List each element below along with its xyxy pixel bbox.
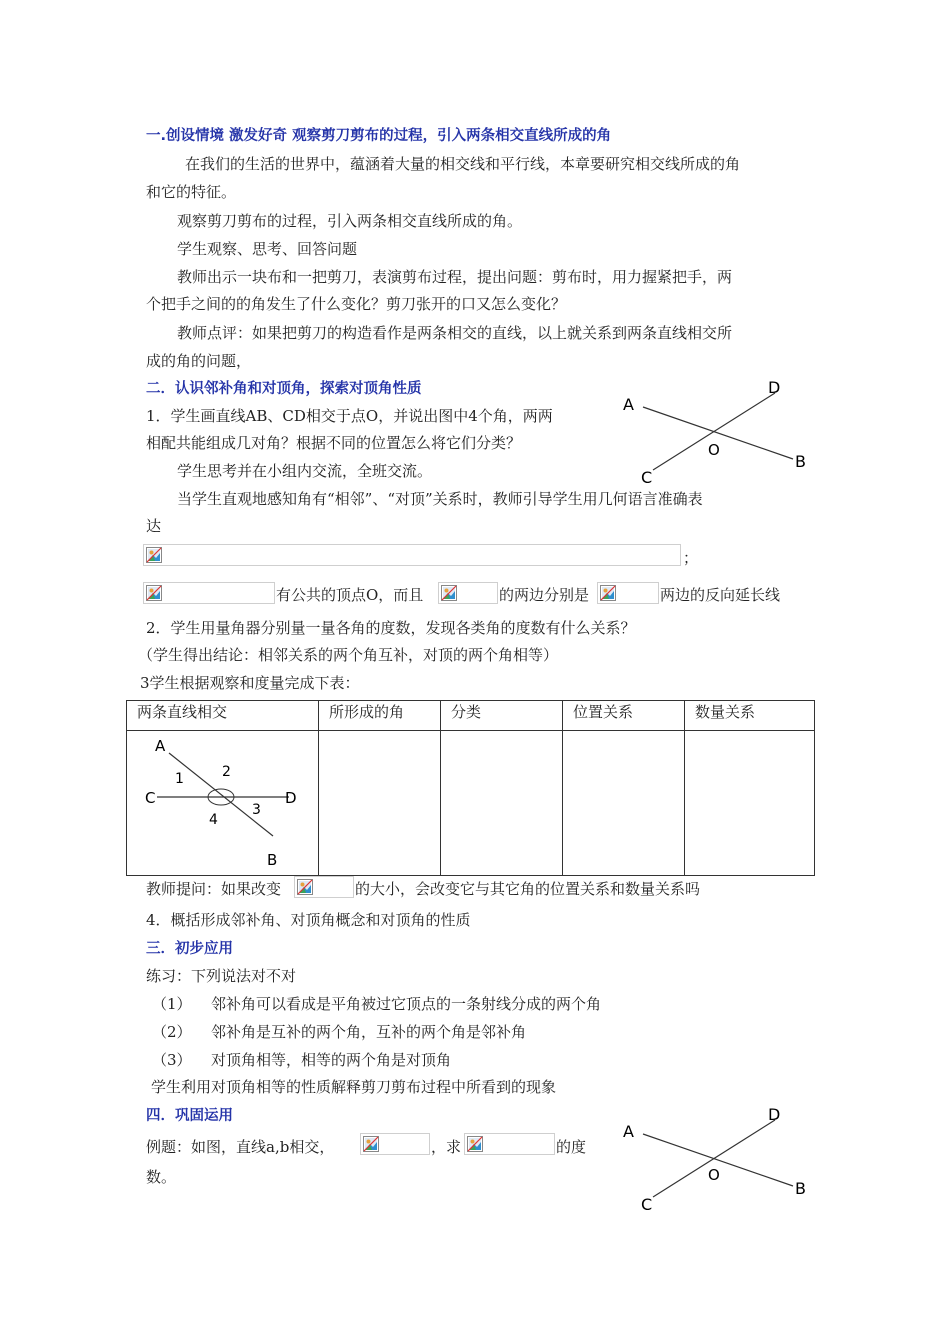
label-d: D [768, 1105, 781, 1124]
section-4-title: 四．巩固运用 [146, 1108, 233, 1124]
paragraph: 3学生根据观察和度量完成下表： [140, 674, 360, 692]
line-ab [169, 753, 273, 836]
label-d: D [285, 789, 297, 807]
table-header-cell: 数量关系 [685, 701, 815, 731]
intersecting-lines-figure-3 [615, 1102, 815, 1217]
label-c: C [145, 789, 156, 807]
semicolon: ； [683, 549, 699, 567]
paragraph: 观察剪刀剪布的过程，引入两条相交直线所成的角。 [177, 212, 523, 230]
angle-image-placeholder [597, 582, 659, 604]
table-figure-cell [127, 731, 319, 876]
intersecting-lines-figure-1 [615, 375, 815, 490]
section-3-title: 三．初步应用 [146, 941, 233, 957]
item-number: （1） [152, 995, 192, 1013]
label-a: A [623, 1122, 634, 1141]
paragraph: 的大小，会改变它与其它角的位置关系和数量关系吗 [355, 880, 701, 898]
paragraph: 当学生直观地感知角有“相邻”、“对顶”关系时，教师引导学生用几何语言准确表 [177, 490, 703, 508]
paragraph: 教师提问：如果改变 [146, 880, 282, 898]
list-item: 邻补角可以看成是平角被过它顶点的一条射线分成的两个角 [211, 995, 602, 1013]
angle-label-3: 3 [252, 802, 261, 818]
image-icon [146, 585, 162, 601]
table-header-cell: 位置关系 [563, 701, 685, 731]
table-cell [319, 731, 441, 876]
paragraph: 教师点评：如果把剪刀的构造看作是两条相交的直线，以上就关系到两条直线相交所 [177, 324, 733, 342]
paragraph: 有公共的顶点O，而且 [276, 586, 424, 604]
paragraph: 达 [146, 517, 162, 535]
angle-label-2: 2 [222, 764, 231, 780]
paragraph: 学生观察、思考、回答问题 [177, 240, 358, 258]
item-number: （3） [152, 1051, 192, 1069]
label-b: B [795, 452, 806, 471]
table-row [127, 731, 815, 876]
table-cell [441, 731, 563, 876]
table-cell [685, 731, 815, 876]
paragraph: 练习：下列说法对不对 [146, 967, 297, 985]
image-icon [146, 547, 162, 563]
table-header-row [127, 701, 815, 731]
paragraph: 学生利用对顶角相等的性质解释剪刀剪布过程中所看到的现象 [151, 1078, 557, 1096]
paragraph: 例题：如图，直线a,b相交， [146, 1138, 335, 1156]
label-c: C [641, 1195, 653, 1214]
paragraph: 的度 [556, 1138, 587, 1156]
paragraph: （学生得出结论：相邻关系的两个角互补，对顶的两个角相等） [138, 646, 559, 664]
table-header-cell: 两条直线相交 [127, 701, 319, 731]
paragraph: 两边的反向延长线 [660, 586, 781, 604]
image-icon [600, 585, 616, 601]
table-cell [563, 731, 685, 876]
angle-image-placeholder [464, 1133, 555, 1155]
list-item: 邻补角是互补的两个角，互补的两个角是邻补角 [211, 1023, 527, 1041]
section-2-title: 二．认识邻补角和对顶角，探索对顶角性质 [146, 381, 422, 397]
label-o: O [708, 441, 720, 459]
label-b: B [795, 1179, 806, 1198]
label-b: B [267, 851, 278, 869]
label-o: O [708, 1166, 720, 1184]
table-header-cell: 所形成的角 [319, 701, 441, 731]
image-icon [441, 585, 457, 601]
label-c: C [641, 468, 653, 487]
image-icon [297, 879, 313, 895]
paragraph: ，求 [431, 1138, 462, 1156]
definition-image-placeholder [143, 544, 681, 566]
paragraph: 个把手之间的的角发生了什么变化？剪刀张开的口又怎么变化？ [146, 295, 567, 313]
label-d: D [768, 378, 781, 397]
label-a: A [623, 395, 634, 414]
section-1-title: 一.创设情境 激发好奇 观察剪刀剪布的过程，引入两条相交直线所成的角 [146, 128, 612, 144]
table-header-cell: 分类 [441, 701, 563, 731]
paragraph: 学生思考并在小组内交流，全班交流。 [177, 462, 433, 480]
paragraph: 4．概括形成邻补角、对顶角概念和对顶角的性质 [146, 911, 471, 929]
paragraph: 数。 [146, 1168, 177, 1186]
image-icon [467, 1136, 483, 1152]
intersecting-lines-figure-2 [127, 731, 318, 875]
paragraph: 的两边分别是 [499, 586, 590, 604]
paragraph: 在我们的生活的世界中，蕴涵着大量的相交线和平行线，本章要研究相交线所成的角 [185, 155, 741, 173]
angle-image-placeholder [360, 1133, 430, 1155]
paragraph: 相配共能组成几对角？根据不同的位置怎么将它们分类？ [146, 434, 522, 452]
angle-image-placeholder [438, 582, 498, 604]
angle-label-1: 1 [175, 771, 184, 787]
paragraph: 2．学生用量角器分别量一量各角的度数，发现各类角的度数有什么关系？ [146, 619, 636, 637]
paragraph: 和它的特征。 [146, 183, 237, 201]
angle-table [126, 700, 815, 876]
item-number: （2） [152, 1023, 192, 1041]
list-item: 对顶角相等，相等的两个角是对顶角 [211, 1051, 452, 1069]
image-icon [363, 1136, 379, 1152]
line-cd [653, 1120, 775, 1197]
paragraph: 成的角的问题， [146, 352, 252, 370]
angle-label-4: 4 [209, 812, 218, 828]
label-a: A [155, 737, 166, 755]
angle-image-placeholder [143, 582, 275, 604]
paragraph: 教师出示一块布和一把剪刀，表演剪布过程，提出问题：剪布时，用力握紧把手，两 [177, 268, 733, 286]
paragraph: 1．学生画直线AB、CD相交于点O，并说出图中4个角，两两 [146, 407, 553, 425]
angle-image-placeholder [294, 876, 354, 898]
